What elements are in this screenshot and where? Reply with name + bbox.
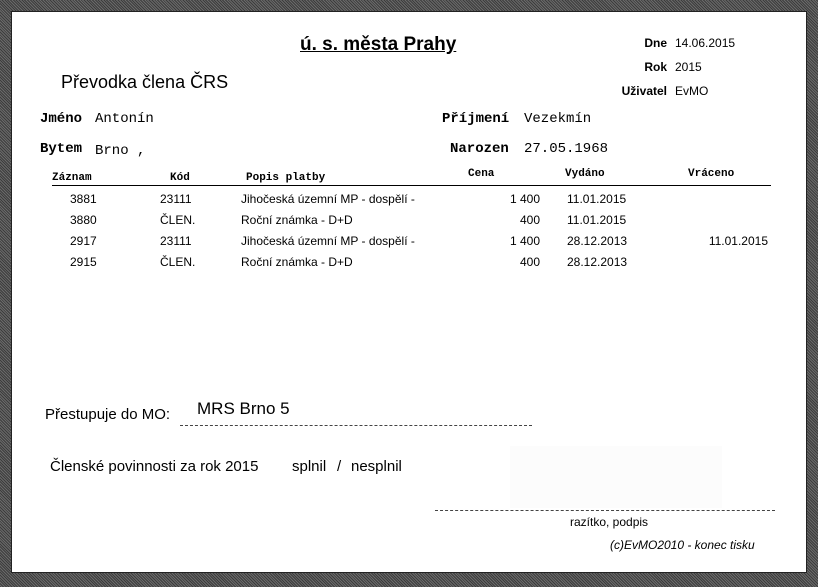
cell-vydano: 28.12.2013 xyxy=(567,234,628,248)
user-value: EvMO xyxy=(675,84,709,98)
stamp-area xyxy=(510,446,722,508)
column-header-kod: Kód xyxy=(170,172,190,184)
first-name-label: Jméno xyxy=(40,111,83,127)
cell-popis: Jihočeská územní MP - dospělí - xyxy=(241,234,415,248)
cell-zaznam: 2917 xyxy=(70,234,97,248)
cell-popis: Jihočeská územní MP - dospělí - xyxy=(241,192,415,206)
cell-vraceno: 11.01.2015 xyxy=(708,234,768,248)
membership-duties-text: Členské povinnosti za rok 2015 xyxy=(50,458,259,475)
last-name-label: Příjmení xyxy=(442,111,510,127)
cell-kod: ČLEN. xyxy=(160,255,196,269)
cell-cena: 400 xyxy=(519,213,540,227)
transfer-label: Přestupuje do MO: xyxy=(45,406,171,423)
cell-cena: 400 xyxy=(519,255,540,269)
cell-popis: Roční známka - D+D xyxy=(241,255,353,269)
cell-cena: 1 400 xyxy=(509,192,540,206)
last-name-value: Vezekmín xyxy=(524,111,592,127)
transfer-value: MRS Brno 5 xyxy=(197,399,290,418)
cell-zaznam: 2915 xyxy=(70,255,97,269)
fulfilled-option: splnil xyxy=(292,458,327,475)
not-fulfilled-option: nesplnil xyxy=(351,458,402,475)
address-label: Bytem xyxy=(40,141,83,157)
year-value: 2015 xyxy=(675,60,702,74)
cell-zaznam: 3881 xyxy=(70,192,97,206)
user-label: Uživatel xyxy=(621,84,667,98)
document-title: Převodka člena ČRS xyxy=(61,72,229,92)
cell-vydano: 11.01.2015 xyxy=(567,213,627,227)
option-separator: / xyxy=(337,458,342,475)
date-value: 14.06.2015 xyxy=(675,36,736,50)
copyright-text: (c)EvMO2010 - konec tisku xyxy=(610,538,755,552)
column-header-popis: Popis platby xyxy=(246,172,326,184)
organization-title: ú. s. města Prahy xyxy=(300,34,457,55)
cell-kod: 23111 xyxy=(160,234,192,248)
birth-date-value: 27.05.1968 xyxy=(524,141,609,157)
birth-date-label: Narozen xyxy=(450,141,509,157)
table-header-rule xyxy=(52,185,771,186)
column-header-cena: Cena xyxy=(468,168,495,180)
column-header-vraceno: Vráceno xyxy=(688,168,735,180)
signature-dashed-line xyxy=(435,510,775,511)
cell-popis: Roční známka - D+D xyxy=(241,213,353,227)
cell-cena: 1 400 xyxy=(509,234,540,248)
cell-kod: 23111 xyxy=(160,192,192,206)
cell-kod: ČLEN. xyxy=(160,213,196,227)
date-label: Dne xyxy=(644,36,667,50)
address-value: Brno , xyxy=(95,143,146,159)
transfer-dashed-line xyxy=(180,425,532,426)
year-label: Rok xyxy=(644,60,667,74)
cell-vydano: 28.12.2013 xyxy=(567,255,628,269)
column-header-zaznam: Záznam xyxy=(52,172,92,184)
stamp-signature-label: razítko, podpis xyxy=(570,515,649,529)
column-header-vydano: Vydáno xyxy=(565,168,605,180)
cell-zaznam: 3880 xyxy=(70,213,97,227)
first-name-value: Antonín xyxy=(95,111,154,127)
document-page xyxy=(11,11,807,573)
cell-vydano: 11.01.2015 xyxy=(567,192,627,206)
